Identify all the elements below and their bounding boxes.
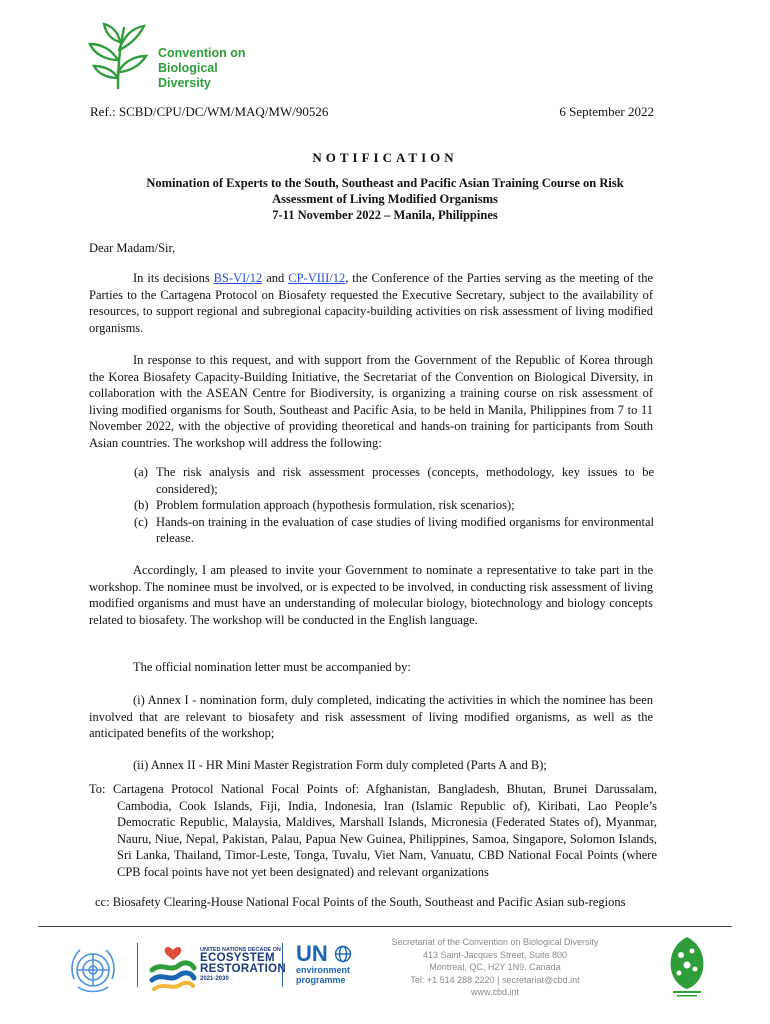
reference-number: Ref.: SCBD/CPU/DC/WM/MAQ/MW/90526 xyxy=(90,104,329,119)
paragraph-response: In response to this request, and with support from the Government of the Republic of Korea through the Korea Biosafety Capacity-Building Initiative, the Secretariat of the Convention on Biological Diversity, in collaboration with the ASEAN Centre for Biodiversity, is organizing a training course on risk assessment of living modified organisms for South, Southeast and Pacific Asia, to be held in Manila, Philippines from 7 to 11 November 2022, with the objective of providing theoretical and hands-on training for participants from South Asian countries. The workshop will address the following: xyxy=(89,353,653,450)
recipients-block: To: Cartagena Protocol National Focal Points of: Afghanistan, Bangladesh, Bhutan, Brunei Darussalam, Cambodia, Cook Islands, Fiji, India, Indonesia, Iran (Islamic Republic of), Kiribati, Lao People’s Democratic Republic, Malaysia, Maldives, Marshall Islands, Micronesia (Federated States of), Myanmar, Nauru, Niue, Nepal, Pakistan, Palau, Papua New Guinea, Philippines, Samoa, Singapore, Solomon Islands, Sri Lanka, Thailand, Timor-Leste, Tonga, Tuvalu, Viet Nam, Vanuatu, CBD National Focal Points (where CPB focal points have not yet been designated) and relevant organizations xyxy=(89,782,657,879)
org-name-line2: Biological Diversity xyxy=(158,61,218,90)
website-link[interactable]: www.cbd.int xyxy=(470,987,520,997)
anniversary-seal-icon xyxy=(665,935,709,999)
list-marker: (a) xyxy=(134,465,148,479)
paragraph-annex-ii: (ii) Annex II - HR Mini Master Registration Form duly completed (Parts A and B); xyxy=(133,758,547,772)
ecosystem-restoration-text xyxy=(200,947,286,982)
subject-line: 7-11 November 2022 – Manila, Philippines xyxy=(272,208,498,222)
address-line: 413 Saint-Jacques Street, Suite 800 xyxy=(422,949,568,960)
paragraph-requirements: The official nomination letter must be accompanied by: xyxy=(133,660,411,674)
logo-separator xyxy=(282,943,283,987)
decision-link-bs-vi-12[interactable]: BS-VI/12 xyxy=(213,271,263,285)
subject-line: Assessment of Living Modified Organisms xyxy=(272,192,498,206)
list-item xyxy=(134,514,654,547)
letter-date: 6 September 2022 xyxy=(559,104,654,119)
unep-logo xyxy=(296,943,352,985)
subject-heading xyxy=(100,175,670,223)
paragraph-text: In its decisions xyxy=(133,271,214,285)
org-name-line1: Convention on xyxy=(158,46,246,60)
salutation: Dear Madam/Sir, xyxy=(89,241,176,255)
un-emblem-icon xyxy=(66,943,120,997)
address-line: Secretariat of the Convention on Biological Diversity xyxy=(391,937,599,947)
unep-line1: environment xyxy=(296,965,351,975)
footer-divider xyxy=(38,926,732,927)
unep-globe-icon xyxy=(334,945,352,963)
paragraph-decisions xyxy=(89,270,653,336)
eco-years: 2021-2030 xyxy=(200,976,229,982)
decision-link-cp-viii-12[interactable]: CP-VIII/12 xyxy=(288,271,346,285)
paragraph-annex-i: (i) Annex I - nomination form, duly completed, indicating the activities in which the nominee has been involved that are relevant to biosafety and risk assessment of living modified organisms, as well as the anticipated benefits of the workshop; xyxy=(89,693,653,740)
paragraph-invitation: Accordingly, I am pleased to invite your Government to nominate a representative to take part in the workshop. The nominee must be involved, or is expected to be involved, in conducting risk assessment of living modified organisms and must have an understanding of molecular biology, biotechnology and biology concepts related to biosafety. The workshop will be conducted in the English language. xyxy=(89,563,653,627)
cc-line: cc: Biosafety Clearing-House National Focal Points of the South, Southeast and Pacific Asian sub-regions xyxy=(95,895,626,909)
cbd-leaf-icon xyxy=(88,20,154,90)
list-item xyxy=(134,464,654,497)
topics-list xyxy=(134,464,654,547)
unep-line2: programme xyxy=(296,975,346,985)
ecosystem-restoration-icon xyxy=(148,940,198,996)
list-item-text: Problem formulation approach (hypothesis formulation, risk scenarios); xyxy=(156,498,515,512)
subject-line: Nomination of Experts to the South, Southeast and Pacific Asian Training Course on Risk xyxy=(146,176,624,190)
paragraph-text: and xyxy=(262,271,289,285)
secretariat-address xyxy=(380,936,610,999)
list-marker: (b) xyxy=(134,498,149,512)
unep-un-text: UN xyxy=(296,941,328,966)
notification-title: NOTIFICATION xyxy=(312,150,458,165)
address-contact: Tel: +1 514 288 2220 | secretariat@cbd.int xyxy=(410,974,580,985)
eco-title-line2: RESTORATION xyxy=(200,963,286,975)
logo-separator xyxy=(137,943,138,987)
list-marker: (c) xyxy=(134,514,148,529)
list-item-text: Hands-on training in the evaluation of case studies of living modified organisms for environmental release. xyxy=(156,514,654,545)
list-item-text: The risk analysis and risk assessment processes (concepts, methodology, key issues to be considered); xyxy=(156,465,654,496)
eco-title-line1: ECOSYSTEM xyxy=(200,952,275,964)
address-line: Montreal, QC, H2Y 1N9, Canada xyxy=(429,962,561,972)
cbd-logo xyxy=(88,20,268,90)
eco-decade-label: UNITED NATIONS DECADE ON xyxy=(200,947,281,953)
paragraph-text: , the Conference of the Parties serving as the meeting of the Parties to the Cartagena Protocol on Biosafety requested the Executive Secretary, subject to the availability of resources, to support regional and subregional capacity-building activities on risk assessment of living modified organisms. xyxy=(89,271,653,335)
list-item xyxy=(134,497,654,514)
